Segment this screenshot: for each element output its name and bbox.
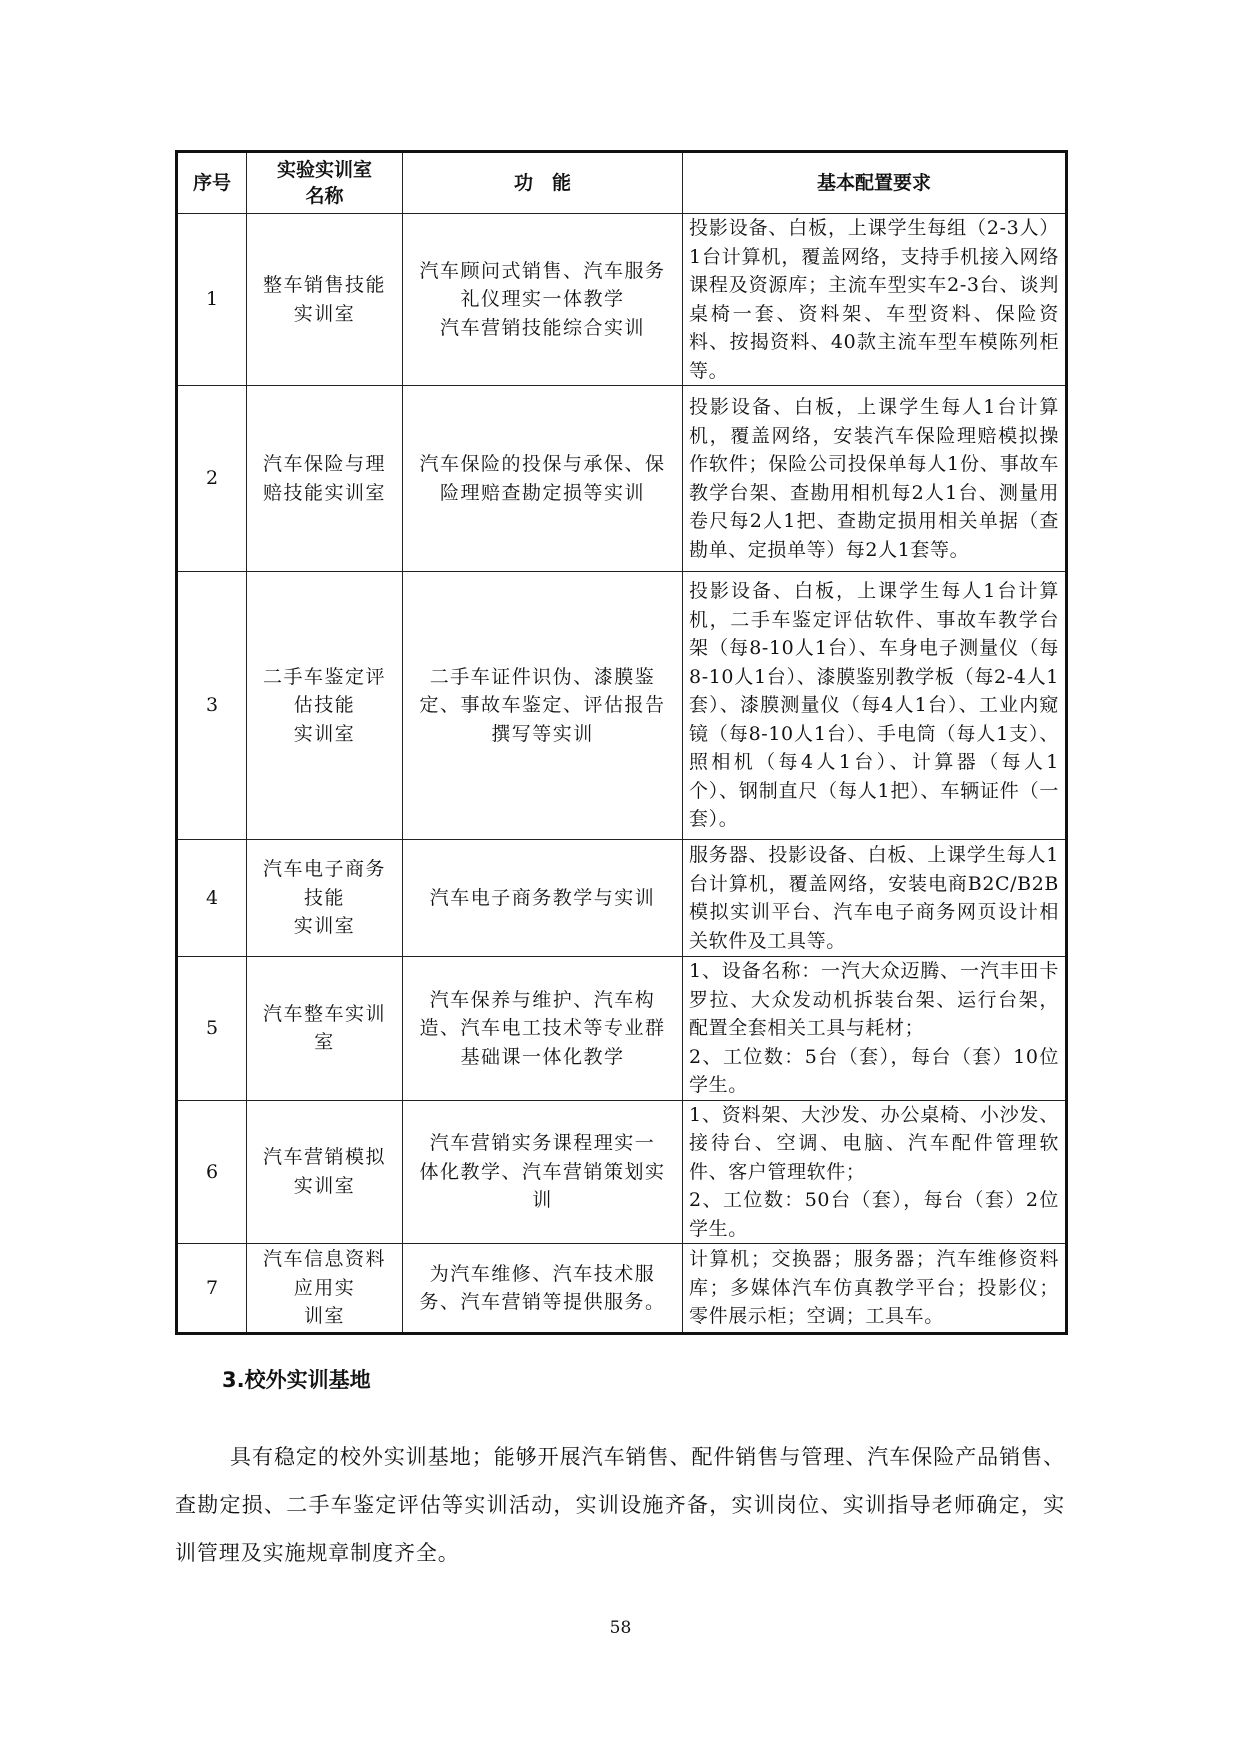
row-lab-name: 汽车电子商务 技能 实训室 [247, 840, 403, 957]
row-no: 6 [177, 1100, 247, 1244]
section-heading: 3.校外实训基地 [222, 1368, 371, 1392]
row-lab-name: 二手车鉴定评 估技能 实训室 [247, 572, 403, 840]
row-function: 为汽车维修、汽车技术服 务、汽车营销等提供服务。 [403, 1244, 683, 1334]
row-function: 汽车保险的投保与承保、保 险理赔查勘定损等实训 [403, 386, 683, 572]
body-paragraph: 具有稳定的校外实训基地；能够开展汽车销售、配件销售与管理、汽车保险产品销售、查勘定损、二手车鉴定评估等实训活动，实训设施齐备，实训岗位、实训指导老师确定，实训管理及实施规章制度齐全。 [175, 1445, 1065, 1565]
row-lab-name: 汽车整车实训 室 [247, 957, 403, 1101]
row-requirements: 服务器、投影设备、白板、上课学生每人1台计算机，覆盖网络，安装电商B2C/B2B模拟实训平台、汽车电子商务网页设计相关软件及工具等。 [683, 840, 1067, 957]
row-function: 二手车证件识伪、漆膜鉴 定、事故车鉴定、评估报告 撰写等实训 [403, 572, 683, 840]
row-lab-name: 汽车信息资料 应用实 训室 [247, 1244, 403, 1334]
table-row [177, 840, 1067, 957]
header-requirements: 基本配置要求 [683, 152, 1067, 214]
training-facilities-table [175, 150, 1068, 1335]
table-row [177, 572, 1067, 840]
row-requirements: 1、资料架、大沙发、办公桌椅、小沙发、接待台、空调、电脑、汽车配件管理软件、客户管理软件； 2、工位数：50台（套），每台（套）2位学生。 [683, 1100, 1067, 1244]
row-no: 5 [177, 957, 247, 1101]
table-row [177, 1100, 1067, 1244]
row-no: 1 [177, 214, 247, 386]
page-number: 58 [609, 1618, 632, 1638]
row-no: 7 [177, 1244, 247, 1334]
table-row [177, 214, 1067, 386]
row-function: 汽车保养与维护、汽车构 造、汽车电工技术等专业群 基础课一体化教学 [403, 957, 683, 1101]
row-requirements: 投影设备、白板，上课学生每组（2-3人）1台计算机，覆盖网络，支持手机接入网络课程及资源库；主流车型实车2-3台、谈判桌椅一套、资料架、车型资料、保险资料、按揭资料、40款主流车型车模陈列柜等。 [683, 214, 1067, 386]
table-header-row [177, 152, 1067, 214]
row-lab-name: 汽车营销模拟 实训室 [247, 1100, 403, 1244]
header-no: 序号 [177, 152, 247, 214]
header-function: 功 能 [403, 152, 683, 214]
table-row [177, 1244, 1067, 1334]
row-no: 3 [177, 572, 247, 840]
row-requirements: 投影设备、白板，上课学生每人1台计算机，二手车鉴定评估软件、事故车教学台架（每8-10人1台）、车身电子测量仪（每8-10人1台）、漆膜鉴别教学板（每2-4人1套）、漆膜测量仪（每4人1台）、工业内窥镜（每8-10人1台）、手电筒（每人1支）、照相机（每4人1台）、计算器（每人1个）、钢制直尺（每人1把）、车辆证件（一套）。 [683, 572, 1067, 840]
row-function: 汽车营销实务课程理实一 体化教学、汽车营销策划实 训 [403, 1100, 683, 1244]
row-lab-name: 汽车保险与理 赔技能实训室 [247, 386, 403, 572]
row-function: 汽车电子商务教学与实训 [403, 840, 683, 957]
row-requirements: 投影设备、白板，上课学生每人1台计算机，覆盖网络，安装汽车保险理赔模拟操作软件；保险公司投保单每人1份、事故车教学台架、查勘用相机每2人1台、测量用卷尺每2人1把、查勘定损用相关单据（查勘单、定损单等）每2人1套等。 [683, 386, 1067, 572]
header-name: 实验实训室 名称 [247, 152, 403, 214]
row-no: 2 [177, 386, 247, 572]
table-row [177, 957, 1067, 1101]
table-row [177, 386, 1067, 572]
row-no: 4 [177, 840, 247, 957]
row-lab-name: 整车销售技能 实训室 [247, 214, 403, 386]
row-requirements: 1、设备名称：一汽大众迈腾、一汽丰田卡罗拉、大众发动机拆装台架、运行台架，配置全套相关工具与耗材； 2、工位数：5台（套），每台（套）10位学生。 [683, 957, 1067, 1101]
row-requirements: 计算机；交换器；服务器；汽车维修资料库；多媒体汽车仿真教学平台；投影仪；零件展示柜；空调；工具车。 [683, 1244, 1067, 1334]
row-function: 汽车顾问式销售、汽车服务 礼仪理实一体教学 汽车营销技能综合实训 [403, 214, 683, 386]
